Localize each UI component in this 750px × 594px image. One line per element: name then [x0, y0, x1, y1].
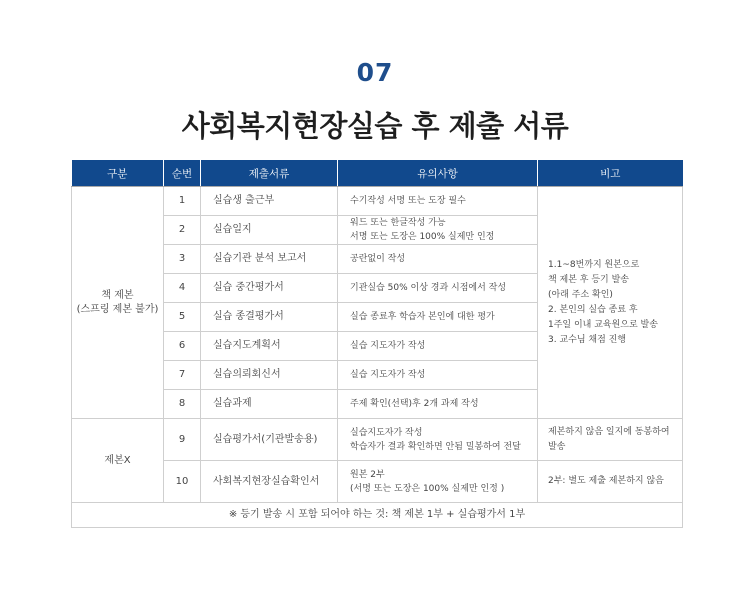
remark-line: 발송 [548, 441, 566, 452]
note-text: 기관실습 50% 이상 경과 시점에서 작성 [338, 274, 538, 303]
note-text [338, 419, 538, 461]
remark-line: 3. 교수님 채점 진행 [548, 334, 627, 345]
row-number: 9 [164, 419, 201, 461]
table-footer-row [72, 503, 683, 528]
row-number: 5 [164, 303, 201, 332]
table-row [72, 419, 683, 461]
document-name: 실습평가서(기관발송용) [201, 419, 338, 461]
document-name: 사회복지현장실습확인서 [201, 461, 338, 503]
footer-note: ※ 등기 발송 시 포함 되어야 하는 것: 책 제본 1부 + 실습평가서 1부 [72, 503, 683, 528]
note-text: 주제 확인(선택)후 2개 과제 작성 [338, 390, 538, 419]
remark-line: (아래 주소 확인) [548, 289, 613, 300]
note-text: 실습 지도자가 작성 [338, 361, 538, 390]
row-number: 1 [164, 187, 201, 216]
row-number: 6 [164, 332, 201, 361]
note-text: 실습 종료후 학습자 본인에 대한 평가 [338, 303, 538, 332]
note-line: 서명 또는 도장은 100% 실제만 인정 [350, 232, 495, 242]
table-row [72, 461, 683, 503]
document-name: 실습생 출근부 [201, 187, 338, 216]
column-header-number: 순번 [164, 160, 201, 187]
note-text [338, 461, 538, 503]
note-line: 학습자가 결과 확인하면 안됨 밀봉하여 전달 [350, 441, 521, 452]
column-header-category: 구분 [72, 160, 164, 187]
table-header-row [72, 160, 683, 187]
note-line: 워드 또는 한글작성 가능 [350, 218, 446, 228]
document-name: 실습기관 분석 보고서 [201, 245, 338, 274]
row-number: 4 [164, 274, 201, 303]
row-number: 3 [164, 245, 201, 274]
remark-text [538, 419, 683, 461]
section-number: 07 [356, 58, 394, 87]
note-text: 수기작성 서명 또는 도장 필수 [338, 187, 538, 216]
column-header-notes: 유의사항 [338, 160, 538, 187]
row-number: 8 [164, 390, 201, 419]
column-header-remarks: 비고 [538, 160, 683, 187]
document-name: 실습 중간평가서 [201, 274, 338, 303]
page-title: 사회복지현장실습 후 제출 서류 [181, 109, 569, 143]
row-number: 2 [164, 216, 201, 245]
remark-line: 2. 본인의 실습 종료 후 [548, 304, 638, 315]
category-label: 책 제본 [101, 289, 134, 301]
remark-line: 제본하지 않음 일지에 동봉하여 [548, 426, 670, 437]
document-name: 실습 종결평가서 [201, 303, 338, 332]
note-text: 실습 지도자가 작성 [338, 332, 538, 361]
row-number: 10 [164, 461, 201, 503]
category-cell-bound [72, 187, 164, 419]
remark-line: 책 제본 후 등기 발송 [548, 274, 629, 285]
category-cell-unbound: 제본X [72, 419, 164, 503]
note-line: 원본 2부 [350, 469, 385, 480]
submission-documents-table [71, 160, 683, 528]
document-name: 실습과제 [201, 390, 338, 419]
remark-text: 2부: 별도 제출 제본하지 않음 [538, 461, 683, 503]
remarks-cell-bound [538, 187, 683, 419]
remark-line: 1주일 이내 교육원으로 발송 [548, 319, 658, 330]
table-row [72, 187, 683, 216]
note-text: 공란없이 작성 [338, 245, 538, 274]
note-line: 실습지도자가 작성 [350, 427, 423, 438]
remark-line: 1.1~8번까지 원본으로 [548, 259, 640, 270]
document-name: 실습일지 [201, 216, 338, 245]
note-line: (서명 또는 도장은 100% 실제만 인정 ) [350, 483, 505, 494]
document-name: 실습지도계획서 [201, 332, 338, 361]
note-text [338, 216, 538, 245]
row-number: 7 [164, 361, 201, 390]
column-header-document: 제출서류 [201, 160, 338, 187]
document-name: 실습의뢰회신서 [201, 361, 338, 390]
category-sublabel: (스프링 제본 불가) [76, 303, 159, 315]
